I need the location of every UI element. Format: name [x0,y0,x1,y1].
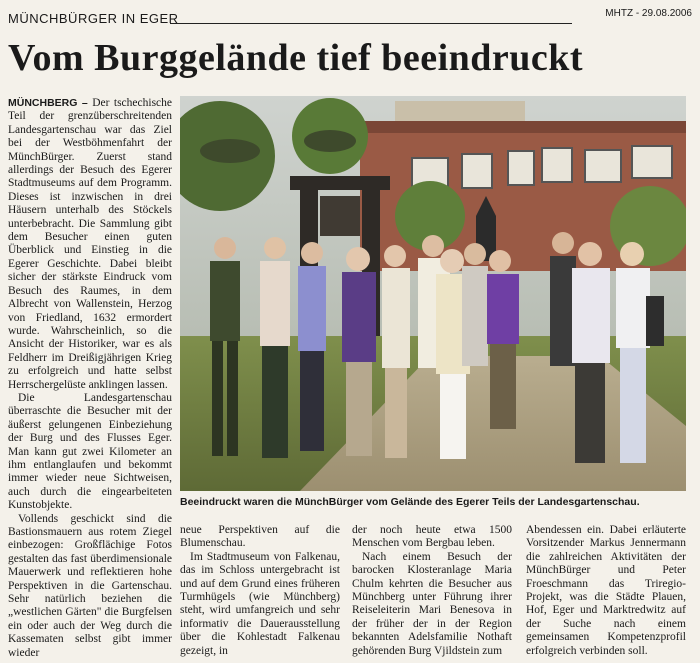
text-column-3 [352,524,512,658]
paragraph: der noch heute etwa 1500 Menschen vom Bergbau leben. [352,524,512,550]
headline: Vom Burggelände tief beeindruckt [8,37,584,79]
paragraph: Die Landesgartenschau überraschte die Besucher mit der äußerst gelungenen Einbeziehung der Burg und des Flusses Eger. Man kann gut zwei Kilometer an ihm entlanglaufen und bekommt immer wieder neue Sichtweisen, auch durch die eingearbeiteten Kunstobjekte. [8,391,172,512]
paragraph: Vollends geschickt sind die Bastionsmauern aus rotem Ziegel einbezogen: Großflächige Fotos gestalten das fast überdimensionale Mauerwerk und reflektieren hohe Perspektiven in die Gartenschau. Sehr natürlich beziehen die „westlichen Gärten" die Burgfelsen ein oder auch der Weg durch die Kassematen selbst gibt immer wieder [8,512,172,659]
paragraph: Abendessen ein. Dabei erläuterte Vorsitzender Markus Jennermann die zahlreichen Aktivitäten der MünchBürger und Peter Froeschmann das Triregio-Projekt, was die Städte Plauen, Hof, Eger und Marktredwitz auf der Suche nach einem gemeinsamen Kompetenzprofil erfolgreich verbinden soll. [526,524,686,657]
dateline: MÜNCHBERG – [8,97,88,109]
kicker: MÜNCHBÜRGER IN EGER [8,11,179,26]
text-column-4 [526,524,686,658]
photo-illustration [180,96,686,491]
article-header [8,8,692,30]
text-column-1 [8,97,172,660]
paragraph: Im Stadtmuseum von Falkenau, das im Schloss untergebracht ist und auf dem Grund eines früheren Turmhügels (wie Münchberg) steht, wird umfangreich und sehr informativ die Dauerausstellung über die Kohlestadt Falkenau gezeigt, in [180,550,340,657]
header-rule [170,23,572,24]
group-photo [180,96,686,491]
photo-caption: Beeindruckt waren die MünchBürger vom Gelände des Egerer Teils der Landesgartenschau. [180,496,640,508]
paragraph: neue Perspektiven auf die Blumenschau. [180,524,340,550]
source-date: MHTZ - 29.08.2006 [605,8,692,19]
paragraph: Nach einem Besuch der barocken Klosteranlage Maria Chulm kehrten die Besucher aus Münchberg unter Führung ihrer Reiseleiterin Mari Benesova in der früher der in der Region bekannten Adelsfamilie Nothaft gehörenden Burg Vjildstein zum [352,550,512,657]
text-column-2 [180,524,340,658]
paragraph: MÜNCHBERG – Der tschechische Teil der grenzüberschreitenden Landesgartenschau war das Ziel bei der Westböhmenfahrt der MünchBürger. Zuerst stand allerdings der Besuch des Egerer Stadtmuseums auf dem Programm. Dieses ist inzwischen in drei Häusern unterhalb des Stöckels unterbebracht. Die Sammlung gibt dem Besucher einen guten Überblick und Einstieg in die Egerer Geschichte. Dabei bleibt sicher der stärkste Eindruck vom Besuch des Raumes, in dem Albrecht von Wallenstein, Herzog von Friedland, 1632 ermordert wurde. Wahrscheinlich, so die Ansicht der Historiker, war es als Feldherr im Dreißigjährigen Krieg zu erfolgreich und hatte selbst Herrschergelüste anklingen lassen. [8,97,172,391]
